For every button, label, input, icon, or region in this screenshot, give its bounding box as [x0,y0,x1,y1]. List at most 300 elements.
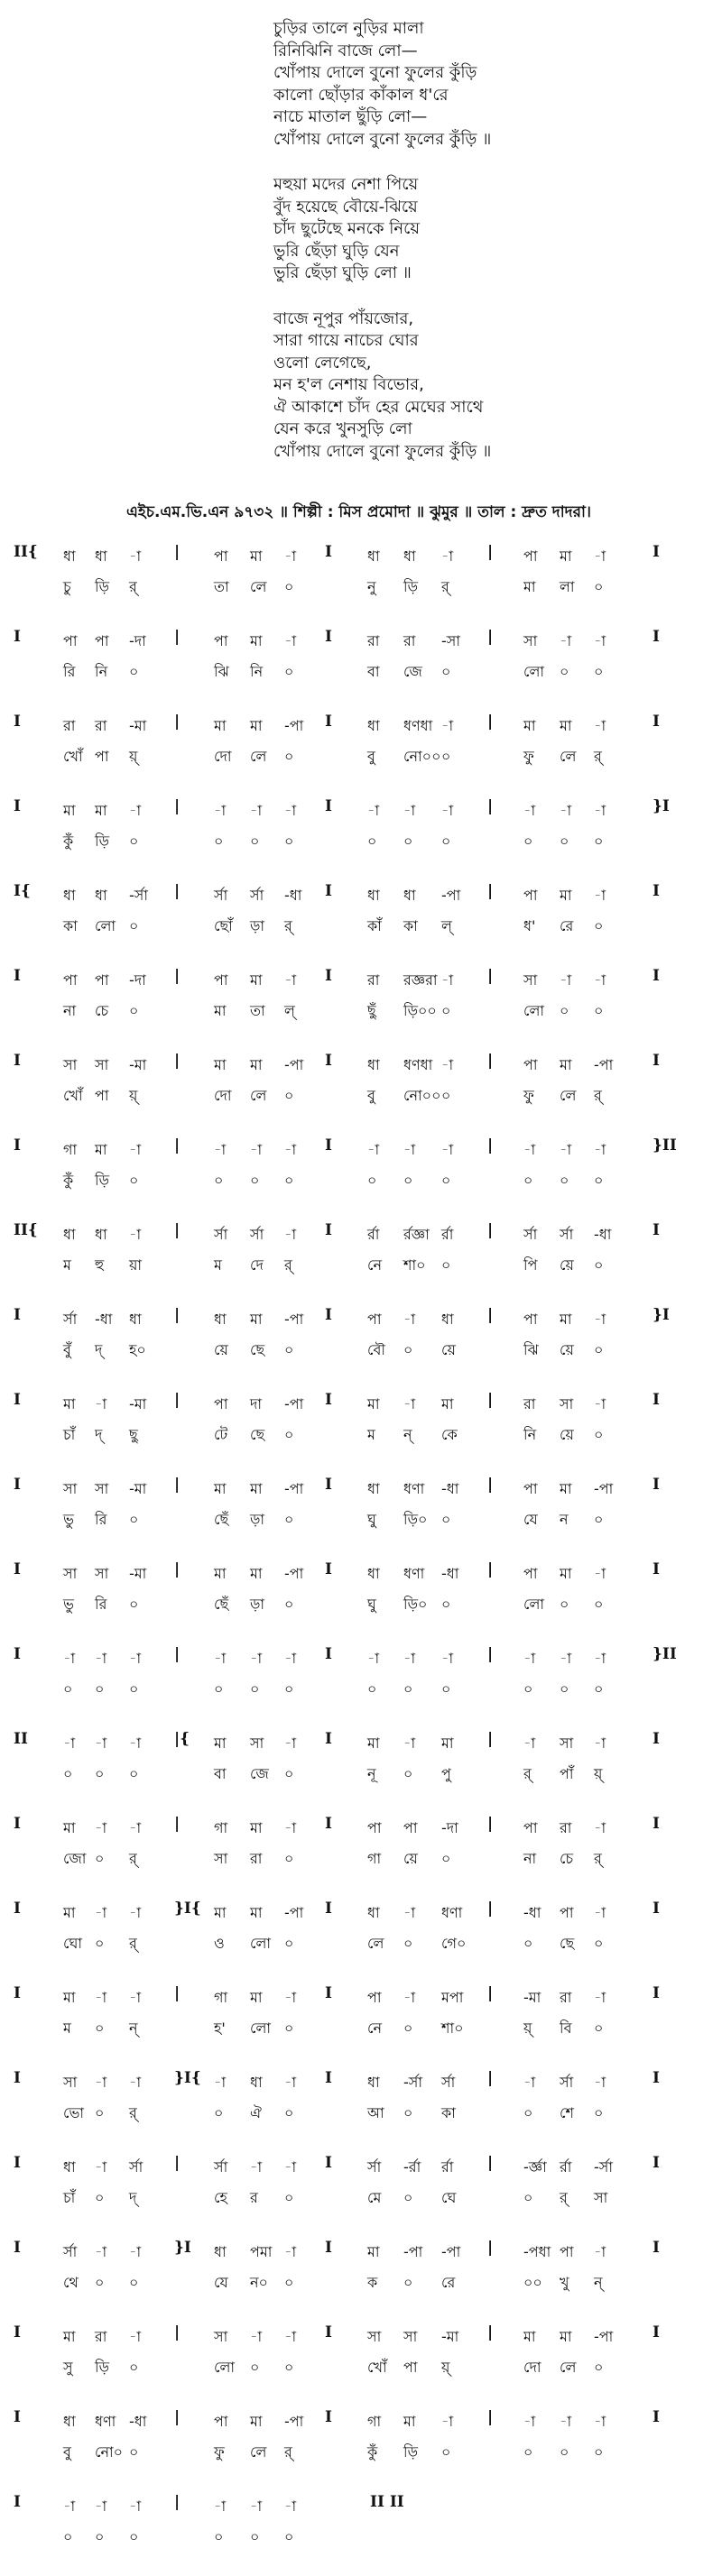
syllable-cell: ০ [95,2189,105,2206]
note-cell: মা [250,971,263,989]
note-cell: -া [95,1989,107,2006]
lyric-line: কালো ছোঁড়ার কাঁকাল ধ'রে [273,85,449,105]
syllable-cell: ক [367,2274,378,2291]
note-cell: -া [284,971,297,989]
note-cell: পা [523,1480,538,1497]
syllable-cell: র্ [523,1765,532,1782]
notation-row [14,626,708,655]
syllable-cell: ০ [367,1172,377,1189]
note-cell: র্সা [63,1311,78,1328]
syllable-cell: ০ [594,1002,604,1019]
syllable-cell: রে [441,2274,456,2291]
syllable-cell: ড়ি [95,578,110,595]
bar-separator: | [487,1136,494,1155]
bar-close: I [653,1052,660,1070]
syllable-cell: দো [523,2359,542,2376]
bar-open: I [14,1560,21,1578]
syllable-cell: ০ [214,1680,224,1697]
syllable-cell: ঐ [250,2104,262,2121]
syllable-cell: ০ [594,663,604,680]
notation-block [14,1813,708,1898]
note-cell: -া [284,547,297,565]
note-cell: -া [95,1650,107,1667]
syllable-cell: ০ [250,833,260,850]
note-cell: পমা [250,2243,273,2260]
bar-separator: | [487,2239,494,2257]
syllable-cell: শা০ [441,2019,464,2037]
note-cell: -া [95,2243,107,2260]
note-cell: -া [129,2498,142,2515]
syllable-cell: ০ [560,833,569,850]
bar-separator: | [174,543,180,561]
syllable-cell: ০ [250,2528,260,2545]
lyric-line: ভুরি ছেঁড়া ঘুড়ি লো ॥ [273,263,412,282]
bar-close: I [653,1221,660,1239]
syllable-cell: ০ [284,1087,294,1104]
notation-row [14,1050,708,1079]
syllable-cell: ০ [594,1935,604,1952]
note-cell: -া [441,971,454,989]
note-cell: মা [250,1480,263,1497]
note-cell: -র্সা [594,2158,613,2176]
note-cell: সা [367,2328,382,2345]
note-cell: -া [214,802,227,819]
note-cell: -া [284,632,297,649]
note-cell: -া [129,802,142,819]
notation-row [14,1219,708,1248]
syllable-cell: ল্ [284,1002,295,1019]
note-cell: মা [63,2328,76,2345]
syllable-cell: লো [250,2019,272,2037]
bar-open: I{ [14,882,31,900]
syllable-cell: ০ [560,1002,569,1019]
syllable-cell: খোঁ [63,1087,83,1104]
bar-open: I [14,1136,21,1155]
note-cell: মা [214,1565,227,1582]
syllable-cell: তা [214,578,229,595]
bar-close: I [653,967,660,985]
syllable-cell: ০ [214,833,224,850]
note-cell: মা [214,1904,227,1921]
syllable-row [14,2011,708,2040]
bar-separator: | [174,797,180,815]
lyric-line: চাঁদ ছুটেছে মনকে নিয়ে [273,219,420,238]
syllable-cell: লে [250,2443,267,2461]
syllable-row [14,2520,708,2549]
syllable-row [14,655,708,684]
syllable-cell: র্ [441,578,449,595]
syllable-cell: ছে [250,1426,265,1443]
syllable-cell: হ০ [129,1341,146,1358]
note-cell: ধা [214,1311,227,1328]
bar-separator: |{ [174,1730,190,1748]
notation-block [14,1643,708,1728]
syllable-cell: ০ [523,1680,533,1697]
note-cell: -া [63,2498,76,2515]
note-cell: -া [284,2243,297,2260]
bar-separator: I [325,1730,332,1748]
syllable-cell: পা [95,748,109,765]
syllable-cell: পা [403,2359,418,2376]
syllable-cell: ০ [284,748,294,765]
bar-separator: I [325,2323,332,2341]
bar-open: I [14,713,21,731]
note-cell: -া [594,1904,606,1921]
syllable-cell: দে [250,1256,264,1274]
syllable-cell: লো [523,663,545,680]
note-cell: পা [63,632,78,649]
bar-separator: I [325,1900,332,1918]
syllable-cell: ০ [95,2019,105,2037]
note-cell: -া [284,1734,297,1752]
bar-separator: | [487,1815,494,1833]
note-cell: -া [523,1734,536,1752]
syllable-cell: ০ [523,2104,533,2121]
note-cell: -া [284,1989,297,2006]
syllable-cell: য়্ [129,748,138,765]
note-cell: -া [594,632,606,649]
note-cell: -া [594,2243,606,2260]
syllable-cell: র্ [284,917,292,934]
note-cell: রা [403,632,416,649]
syllable-cell: ঝি [214,663,229,680]
syllable-cell: খু [560,2274,569,2291]
note-cell: -া [403,1395,416,1412]
bar-separator: I [325,543,332,561]
syllable-cell: য়্ [129,1087,138,1104]
note-cell: -া [284,1650,297,1667]
note-cell: মা [560,1565,572,1582]
syllable-cell: ০ [594,578,604,595]
syllable-cell: ন্ [403,1426,412,1443]
syllable-cell: ০ [95,2528,105,2545]
note-cell: -া [523,1141,536,1158]
syllable-cell: ছোঁ [214,917,233,934]
syllable-cell: টে [214,1426,228,1443]
note-cell: -মা [129,1395,147,1412]
syllable-cell: ০ [214,2528,224,2545]
syllable-row [14,1672,708,1701]
note-cell: -দা [129,971,146,989]
bar-separator: I [325,882,332,900]
bar-close: II II [370,2493,404,2511]
notation-block [14,1050,708,1135]
note-cell: -া [129,1650,142,1667]
syllable-cell: ০ [441,1596,451,1613]
syllable-cell: নূ [367,1765,376,1782]
bar-close: I [653,1900,660,1918]
notation-row [14,1474,708,1503]
bar-separator: }I{ [174,1900,201,1918]
syllable-cell: বি [560,2019,572,2037]
syllable-cell: রি [63,663,76,680]
syllable-row [14,740,708,768]
syllable-cell: জে [250,1765,269,1782]
syllable-cell: কুঁ [63,1172,74,1189]
bar-open: II [14,1730,28,1748]
bar-close: I [653,1391,660,1409]
note-cell: -া [95,1734,107,1752]
syllable-cell: বৌ [367,1341,385,1358]
note-cell: মা [95,802,107,819]
note-cell: মপা [441,1989,464,2006]
syllable-cell: ভো [63,2104,85,2121]
syllable-cell: যে [214,2274,228,2291]
lyric-line: চুড়ির তালে নুড়ির মালা [273,19,424,38]
syllable-row [14,1164,708,1192]
bar-separator: | [487,1730,494,1748]
note-cell: -পা [594,1480,614,1497]
syllable-cell: য়্ [441,2359,450,2376]
bar-close: I [653,1815,660,1833]
syllable-cell: শা০ [403,1256,426,1274]
note-cell: -পা [284,1056,304,1073]
note-cell: মা [250,1989,263,2006]
syllable-cell: লে [560,2359,577,2376]
syllable-cell: ০ [129,2528,139,2545]
syllable-row [14,1079,708,1108]
note-cell: -ধা [441,1565,459,1582]
syllable-cell: ০ [129,1511,139,1528]
syllable-cell: য়া [129,1256,143,1274]
syllable-cell: রি [95,1596,107,1613]
note-cell: ধণা [441,1904,463,1921]
note-cell: ধা [367,547,380,565]
lyric-line: মন হ'ল নেশায় বিভোর, [273,375,424,394]
syllable-cell: ০ [284,2359,294,2376]
note-cell: -া [129,1734,142,1752]
syllable-cell: নি [250,663,264,680]
syllable-cell: নো০০ [403,1087,441,1104]
bar-separator: I [325,713,332,731]
note-cell: -ধা [594,1226,612,1243]
bar-close: I [653,2408,660,2426]
bar-separator: I [325,2154,332,2172]
syllable-cell: ড়ি [95,1172,110,1189]
note-cell: -র্জ্ঞা [523,2158,547,2176]
syllable-cell: ০ [594,2019,604,2037]
note-cell: সা [523,632,538,649]
note-cell: ধণধা [403,1056,433,1073]
syllable-cell: মে [367,2189,382,2206]
note-cell: পা [367,1819,382,1836]
syllable-cell: ০ [284,2104,294,2121]
syllable-cell: ০ [594,1596,604,1613]
notation-block [14,1559,708,1643]
syllable-cell: লো [523,1002,545,1019]
note-cell: রা [560,1819,572,1836]
syllable-cell: ০ [523,2443,533,2461]
notation-row [14,1813,708,1842]
note-cell: -া [250,2328,263,2345]
syllable-cell: য়ে [560,1341,574,1358]
bar-separator: | [174,628,180,646]
syllable-cell: ০ [523,1935,533,1952]
bar-separator: I [325,1052,332,1070]
note-cell: -া [63,1734,76,1752]
note-cell: -া [560,971,572,989]
syllable-cell: ০ [95,1935,105,1952]
note-cell: -া [214,1141,227,1158]
notation-block [14,1304,708,1389]
syllable-cell: ফু [523,1087,534,1104]
note-cell: -া [284,1141,297,1158]
syllable-cell: ন্ [129,2019,138,2037]
note-cell: -পা [594,2328,614,2345]
bar-close: I [653,628,660,646]
note-cell: পা [214,547,228,565]
notation-row [14,541,708,570]
bar-separator: | [174,1476,180,1494]
notation-row [14,1643,708,1672]
note-cell: -মা [129,717,147,734]
note-cell: -ধা [441,1480,459,1497]
syllable-cell: র্ [284,1256,292,1274]
syllable-cell: ০ [403,2274,413,2291]
bar-open: I [14,1052,21,1070]
note-cell: -া [284,2328,297,2345]
lyric-line: নাচে মাতাল ছুঁড়ি লো— [273,107,428,126]
notation-row [14,2067,708,2096]
syllable-cell: ০ [523,1172,533,1189]
note-cell: পা [214,632,228,649]
note-cell: মা [63,1395,76,1412]
syllable-cell: ০ [129,917,139,934]
note-cell: সা [63,1056,78,1073]
note-cell: -া [403,802,416,819]
syllable-cell: ০ [594,1172,604,1189]
note-cell: -পা [594,1056,614,1073]
note-cell: র্সা [523,1226,538,1243]
syllable-cell: ০ [214,2104,224,2121]
note-cell: মা [250,1819,263,1836]
lyric-line: খোঁপায় দোলে বুনো ফুলের কুঁড়ি [273,63,477,82]
syllable-cell: লে [250,578,267,595]
syllable-cell: কে [441,1426,458,1443]
note-cell: মা [441,1395,454,1412]
notation-block [14,1983,708,2067]
note-cell: মা [214,1734,227,1752]
note-cell: মা [214,1056,227,1073]
syllable-cell: ০ [441,748,451,765]
note-cell: -া [129,2328,142,2345]
note-cell: -া [441,802,454,819]
syllable-cell: ০ [250,2359,260,2376]
syllable-cell: ছুঁ [367,1002,376,1019]
note-cell: র্সা [560,1226,574,1243]
note-cell: -া [403,1734,416,1752]
syllable-cell: বু [367,1087,375,1104]
syllable-cell: র্ [594,1850,602,1867]
note-cell: র্সা [214,887,228,904]
syllable-row [14,2096,708,2125]
note-cell: রা [523,1395,536,1412]
note-cell: সা [403,2328,418,2345]
note-cell: মা [560,547,572,565]
syllable-cell: আ [367,2104,384,2121]
note-cell: ধা [95,547,107,565]
notation-row [14,2406,708,2435]
note-cell: পা [403,1819,418,1836]
bar-separator: | [487,1221,494,1239]
note-cell: -া [594,1734,606,1752]
bar-separator: | [487,1391,494,1409]
bar-open: I [14,2323,21,2341]
syllable-cell: ০ [403,2104,413,2121]
bar-separator: | [174,1306,180,1324]
note-cell: সা [560,1734,574,1752]
note-cell: ধা [367,2074,380,2091]
notation-block [14,880,708,965]
note-cell: -া [594,887,606,904]
syllable-cell: ০ [441,1256,451,1274]
syllable-cell: ০ [403,2189,413,2206]
notation-block [14,1389,708,1474]
note-cell: -া [284,1226,297,1243]
syllable-cell: ০ [95,1850,105,1867]
syllable-cell: গে০ [441,1935,467,1952]
syllable-cell: ০ [441,2443,451,2461]
notation-block [14,711,708,796]
syllable-cell: ম [63,2019,71,2037]
notation-block [14,2237,708,2322]
syllable-cell: ০ [441,1172,451,1189]
syllable-cell: নো০০ [403,748,441,765]
syllable-cell: য়ে [441,1341,456,1358]
note-cell: -পা [284,1395,304,1412]
syllable-cell: ছে [250,1341,265,1358]
syllable-cell: ০ [284,578,294,595]
note-cell: রজ্ঞরা [403,971,438,989]
bar-open: I [14,967,21,985]
bar-separator: | [174,1984,180,2002]
syllable-cell: ঝি [523,1341,539,1358]
note-cell: ধা [367,1056,380,1073]
note-cell: -া [441,2413,454,2430]
note-cell: -া [594,717,606,734]
note-cell: পা [367,1311,382,1328]
note-cell: -পা [284,1565,304,1582]
note-cell: মা [560,2328,572,2345]
bar-open: I [14,628,21,646]
note-cell: মা [63,1989,76,2006]
note-cell: র্রা [441,1226,454,1243]
note-cell: মা [250,1056,263,1073]
syllable-cell: দ্ [95,1341,103,1358]
note-cell: সা [95,1056,109,1073]
syllable-cell: রি [95,1511,107,1528]
syllable-cell: লা [560,578,575,595]
syllable-cell: ০ [441,1511,451,1528]
note-cell: গা [214,1819,228,1836]
note-cell: রা [560,1989,572,2006]
note-cell: -া [441,717,454,734]
note-cell: -র্সা [129,887,148,904]
notation-row [14,2237,708,2266]
syllable-cell: নি [95,663,108,680]
bar-separator: I [325,2408,332,2426]
bar-separator: | [487,1984,494,2002]
note-cell: -সা [441,632,460,649]
syllable-cell: য়্ [523,2019,532,2037]
syllable-cell: ০ [95,1765,105,1782]
note-cell: ধা [403,887,416,904]
syllable-cell: বা [367,663,380,680]
note-cell: -া [214,2498,227,2515]
bar-separator: I [325,797,332,815]
bar-open: I [14,1815,21,1833]
note-cell: র্সা [441,2074,456,2091]
